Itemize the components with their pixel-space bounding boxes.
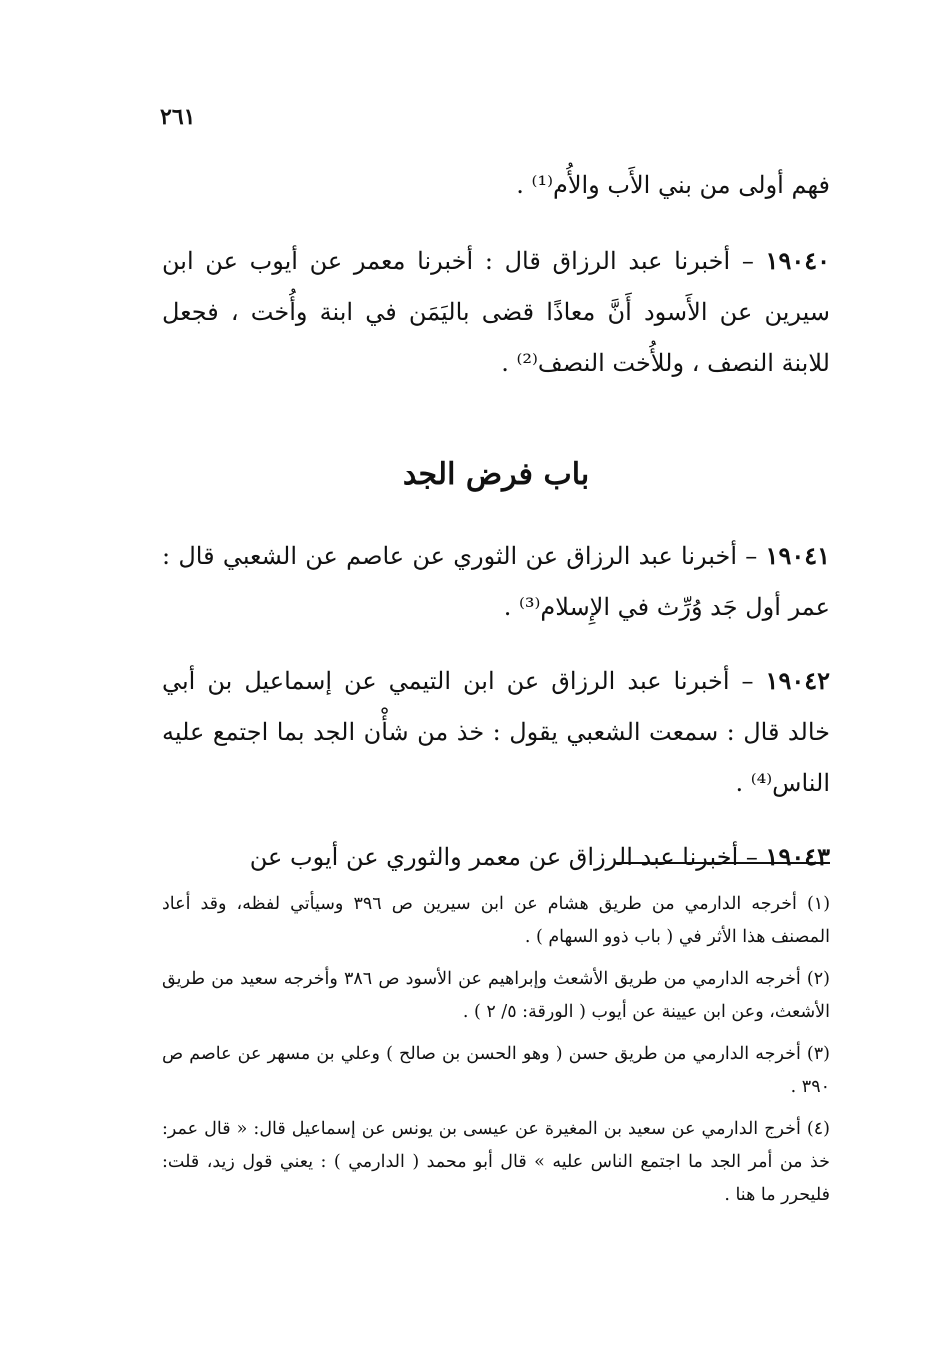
hadith-paragraph — [162, 530, 830, 633]
footnote-2: (٢) أخرجه الدارمي من طريق الأشعث وإبراهيم عن الأسود ص ٣٨٦ وأخرجه سعيد من طريق الأشعث، وعن ابن عيينة عن أيوب ( الورقة: ٥/ ٢ ) . — [162, 969, 830, 1022]
footnote-1: (١) أخرجه الدارمي من طريق هشام عن ابن سيرين ص ٣٩٦ وسيأتي لفظه، وقد أعاد المصنف هذا الأثر في ( باب ذوو السهام ) . — [162, 894, 831, 947]
section-heading: باب فرض الجد — [402, 457, 590, 492]
hadith-number: ١٩٠٤٣ — [765, 842, 830, 871]
hadith-paragraph — [162, 235, 830, 389]
hadith-text: – أخبرنا عبد الرزاق عن الثوري عن عاصم عن الشعبي قال : عمر أول جَد وُرِّث في الإِسلام⁽³⁾ . — [162, 542, 830, 621]
hadith-text: – أخبرنا عبد الرزاق عن معمر والثوري عن أيوب عن — [249, 843, 766, 871]
hadith-number: ١٩٠٤٢ — [765, 666, 830, 695]
hadith-text: – أخبرنا عبد الرزاق عن ابن التيمي عن إسماعيل بن أبي خالد قال : سمعت الشعبي يقول : خذ من شأْن الجد بما اجتمع عليه الناس⁽⁴⁾ . — [162, 667, 830, 797]
hadith-number: ١٩٠٤٠ — [765, 246, 830, 275]
main-text — [162, 160, 830, 883]
footnotes — [162, 888, 830, 1221]
footnote-divider — [614, 862, 830, 864]
footnote-3: (٣) أخرجه الدارمي من طريق حسن ( وهو الحسن بن صالح ) وعلي بن مسهر عن عاصم ص ٣٩٠ . — [162, 1044, 830, 1097]
footnote-4: (٤) أخرج الدارمي عن سعيد بن المغيرة عن عيسى بن يونس عن إسماعيل قال: « قال عمر: خذ من أمر الجد ما اجتمع الناس عليه » قال أبو محمد ( الدارمي ) : يعني قول زيد، قلت: فليحرر ما هنا . — [162, 1119, 830, 1205]
hadith-paragraph — [162, 831, 830, 883]
paragraph-continuation: فهم أولى من بني الأَب والأُم⁽¹⁾ . — [516, 171, 830, 199]
page-number: ٢٦١ — [160, 104, 196, 130]
hadith-number: ١٩٠٤١ — [765, 541, 830, 570]
hadith-text: – أخبرنا عبد الرزاق قال : أخبرنا معمر عن أيوب عن ابن سيرين عن الأَسود أَنَّ معاذًا قضى باليَمَن في ابنة وأُخت ، فجعل للابنة النصف ، وللأُخت النصف⁽²⁾ . — [162, 247, 830, 377]
hadith-paragraph — [162, 655, 830, 809]
